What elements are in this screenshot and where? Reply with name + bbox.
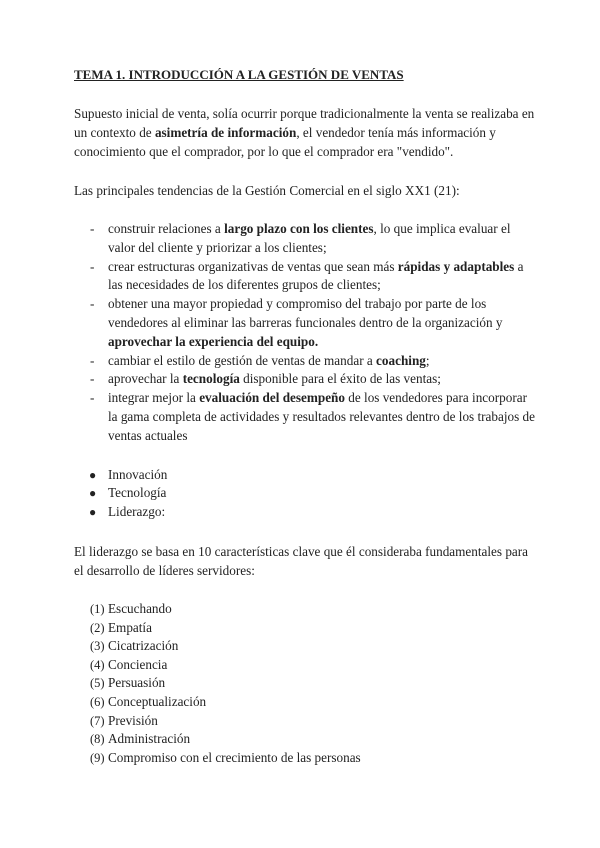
list-item: ● Innovación [74, 466, 536, 485]
number-marker: (5) [90, 676, 105, 691]
dash-marker: - [90, 390, 95, 406]
number-marker: (6) [90, 694, 105, 709]
caracteristicas-list [74, 600, 536, 767]
dash-marker: - [90, 296, 95, 312]
number-marker: (7) [90, 713, 105, 728]
list-item: - crear estructuras organizativas de ventas que sean más rápidas y adaptables a las necesidades de los diferentes grupos de clientes; [90, 258, 524, 293]
intro-text-1: Supuesto inicial de venta, solía ocurrir porque tradicionalmente la venta se realizaba en un contexto de [74, 106, 535, 140]
list-item: (1) Escuchando [74, 600, 536, 619]
list-item: (4) Conciencia [74, 656, 536, 675]
number-marker: (9) [90, 750, 105, 765]
list-item: - construir relaciones a largo plazo con los clientes, lo que implica evaluar el valor del cliente y priorizar a los clientes; [90, 221, 511, 255]
bullet-icon: ● [89, 486, 97, 501]
number-marker: (3) [90, 639, 105, 654]
number-marker: (8) [90, 732, 105, 747]
list-item: (8) Administración [74, 730, 536, 749]
number-marker: (2) [90, 620, 105, 635]
bullet-list [74, 466, 536, 522]
list-item: (6) Conceptualización [74, 693, 536, 712]
list-item: - aprovechar la tecnología disponible para el éxito de las ventas; [74, 370, 536, 389]
tendencias-list [74, 220, 536, 446]
list-item: - obtener una mayor propiedad y compromiso del trabajo por parte de los vendedores al eliminar las barreras funcionales dentro de la organización y aprovechar la experiencia del equipo. [90, 296, 503, 349]
tendencias-heading: Las principales tendencias de la Gestión Comercial en el siglo XX1 (21): [74, 183, 460, 198]
list-item: (9) Compromiso con el crecimiento de las personas [74, 749, 536, 768]
list-item: ● Liderazgo: [74, 503, 536, 522]
dash-marker: - [90, 371, 95, 387]
dash-marker: - [90, 221, 95, 236]
document-page [74, 66, 536, 767]
number-marker: (4) [90, 657, 105, 672]
list-item: (3) Cicatrización [74, 637, 536, 656]
dash-marker: - [90, 352, 95, 368]
list-item: (5) Persuasión [74, 674, 536, 693]
number-marker: (1) [90, 601, 105, 616]
bullet-icon: ● [89, 467, 97, 482]
liderazgo-paragraph: El liderazgo se basa en 10 características clave que él consideraba fundamentales para el desarrollo de líderes servidores: [74, 543, 529, 578]
intro-paragraph [74, 104, 536, 161]
list-item: (2) Empatía [74, 619, 536, 638]
intro-bold: asimetría de información [154, 125, 297, 140]
list-item: - cambiar el estilo de gestión de ventas de mandar a coaching; [74, 352, 536, 371]
list-item: - integrar mejor la evaluación del desempeño de los vendedores para incorporar la gama completa de actividades y resultados relevantes dentro de los trabajos de ventas actuales [90, 390, 535, 443]
list-item: ● Tecnología [74, 484, 536, 503]
page-title: TEMA 1. INTRODUCCIÓN A LA GESTIÓN DE VENTAS [74, 67, 404, 82]
dash-marker: - [90, 258, 95, 274]
list-item: (7) Previsión [74, 712, 536, 731]
intro-text-2: , el vendedor tenía más información y conocimiento que el comprador, por lo que el comprador era "vendido". [74, 125, 496, 159]
bullet-icon: ● [89, 505, 97, 520]
